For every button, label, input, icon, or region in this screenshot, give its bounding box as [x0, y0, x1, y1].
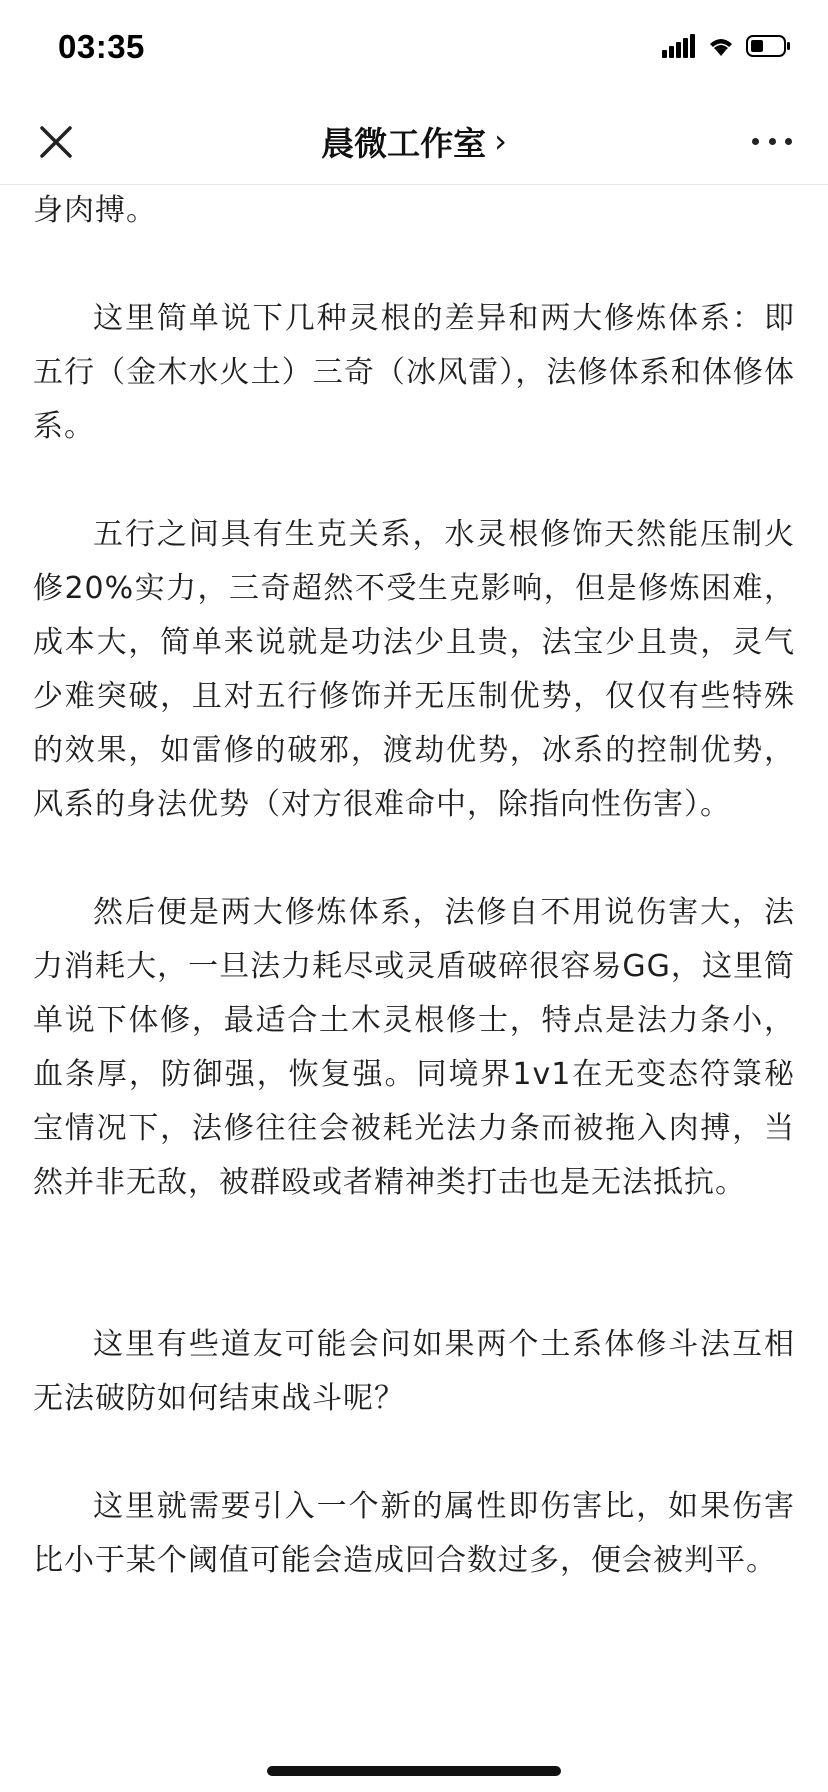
account-title: 晨微工作室 — [321, 124, 487, 163]
article-paragraph: 然后便是两大修炼体系，法修自不用说伤害大，法力消耗大，一旦法力耗尽或灵盾破碎很容易GG，这里简单说下体修，最适合土木灵根修士，特点是法力条小，血条厚，防御强，恢复强。同境界1v1在无变态符箓秘宝情况下，法修往往会被耗光法力条而被拖入肉搏，当然并非无敌，被群殴或者精神类打击也是无法抵抗。 — [33, 895, 795, 1200]
more-dot-icon — [769, 138, 776, 145]
status-icons — [662, 34, 792, 58]
status-time: 03:35 — [58, 28, 145, 65]
article-paragraph: 这里简单说下几种灵根的差异和两大修炼体系：即五行（金木水火土）三奇（冰风雷），法修体系和体修体系。 — [33, 301, 795, 444]
wifi-icon — [706, 34, 736, 58]
home-indicator[interactable] — [267, 1766, 561, 1776]
account-title-link[interactable] — [0, 118, 828, 165]
status-bar — [0, 0, 828, 100]
article-paragraph: 五行之间具有生克关系，水灵根修饰天然能压制火修20%实力，三奇超然不受生克影响，但是修炼困难，成本大，简单来说就是功法少且贵，法宝少且贵，灵气少难突破，且对五行修饰并无压制优势，仅仅有些特殊的效果，如雷修的破邪，渡劫优势，冰系的控制优势，风系的身法优势（对方很难命中，除指向性伤害）。 — [33, 517, 795, 822]
article-body — [33, 184, 795, 1588]
more-options-button[interactable] — [752, 126, 792, 156]
cellular-signal-icon — [662, 34, 696, 58]
article-paragraph: 身肉搏。 — [33, 193, 157, 228]
more-dot-icon — [785, 138, 792, 145]
article-paragraph: 这里有些道友可能会问如果两个土系体修斗法互相无法破防如何结束战斗呢？ — [33, 1327, 795, 1416]
nav-bar — [0, 100, 828, 185]
battery-icon — [746, 34, 792, 58]
more-dot-icon — [752, 138, 759, 145]
chevron-right-icon: › — [494, 121, 507, 160]
article-paragraph: 这里就需要引入一个新的属性即伤害比，如果伤害比小于某个阈值可能会造成回合数过多，便会被判平。 — [33, 1489, 795, 1578]
